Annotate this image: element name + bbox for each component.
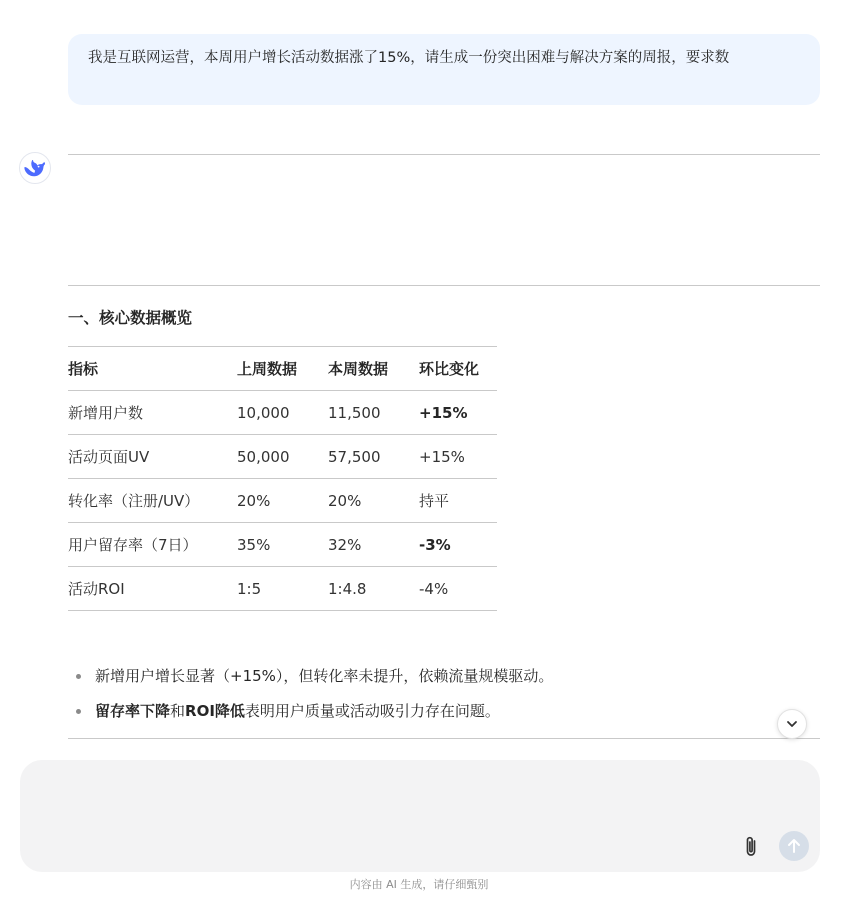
table-cell: 1:4.8	[328, 567, 419, 611]
table-cell: +15%	[419, 435, 497, 479]
table-cell: 35%	[237, 523, 328, 567]
bullet-dot-icon	[76, 709, 81, 714]
table-cell: 57,500	[328, 435, 419, 479]
section-title: 一、核心数据概览	[68, 309, 193, 327]
send-button[interactable]	[779, 831, 809, 861]
table-cell: 11,500	[328, 391, 419, 435]
table-cell: 1:5	[237, 567, 328, 611]
table-cell: 用户留存率（7日）	[68, 523, 237, 567]
assistant-avatar	[19, 152, 51, 184]
bullet-text: 和	[170, 702, 186, 720]
table-cell: 50,000	[237, 435, 328, 479]
chevron-down-icon	[785, 717, 799, 731]
table-cell: 20%	[328, 479, 419, 523]
table-row	[68, 523, 497, 567]
table-header-cell: 指标	[68, 347, 237, 391]
table-cell: 32%	[328, 523, 419, 567]
bullet-dot-icon	[76, 674, 81, 679]
bullet-text: 新增用户增长显著（+15%），但转化率未提升，依赖流量规模驱动。	[95, 667, 554, 685]
table-header-cell: 环比变化	[419, 347, 497, 391]
table-cell: 新增用户数	[68, 391, 237, 435]
table-cell: -3%	[419, 523, 497, 567]
user-message-text: 我是互联网运营，本周用户增长活动数据涨了15%，请生成一份突出困难与解决方案的周报，要求数	[88, 50, 730, 66]
user-message-bubble	[68, 34, 820, 105]
whale-logo-icon	[24, 159, 46, 177]
table-header-cell: 本周数据	[328, 347, 419, 391]
table-row	[68, 391, 497, 435]
table-cell: 活动页面UV	[68, 435, 237, 479]
paperclip-icon	[741, 835, 761, 859]
bullet-bold-text: ROI降低	[185, 702, 245, 720]
table-cell: 持平	[419, 479, 497, 523]
list-item	[76, 699, 553, 723]
scroll-to-bottom-button[interactable]	[777, 709, 807, 739]
summary-bullets	[76, 664, 553, 734]
table-cell: +15%	[419, 391, 497, 435]
ai-disclaimer: 内容由 AI 生成，请仔细甄别	[349, 878, 489, 891]
table-cell: 20%	[237, 479, 328, 523]
metrics-table	[68, 346, 497, 611]
bullet-text: 表明用户质量或活动吸引力存在问题。	[244, 702, 500, 720]
attach-file-button[interactable]	[737, 833, 765, 861]
table-cell: 转化率（注册/UV）	[68, 479, 237, 523]
table-cell: 活动ROI	[68, 567, 237, 611]
divider-mid	[68, 285, 820, 286]
table-header-cell: 上周数据	[237, 347, 328, 391]
table-row	[68, 435, 497, 479]
table-row	[68, 567, 497, 611]
bullet-bold-text: 留存率下降	[95, 702, 171, 720]
message-composer[interactable]	[20, 760, 820, 872]
divider-bottom	[68, 738, 820, 739]
arrow-up-icon	[787, 838, 801, 854]
table-row	[68, 479, 497, 523]
table-header-row	[68, 347, 497, 391]
table-cell: 10,000	[237, 391, 328, 435]
divider-top	[68, 154, 820, 155]
list-item	[76, 664, 553, 688]
table-cell: -4%	[419, 567, 497, 611]
